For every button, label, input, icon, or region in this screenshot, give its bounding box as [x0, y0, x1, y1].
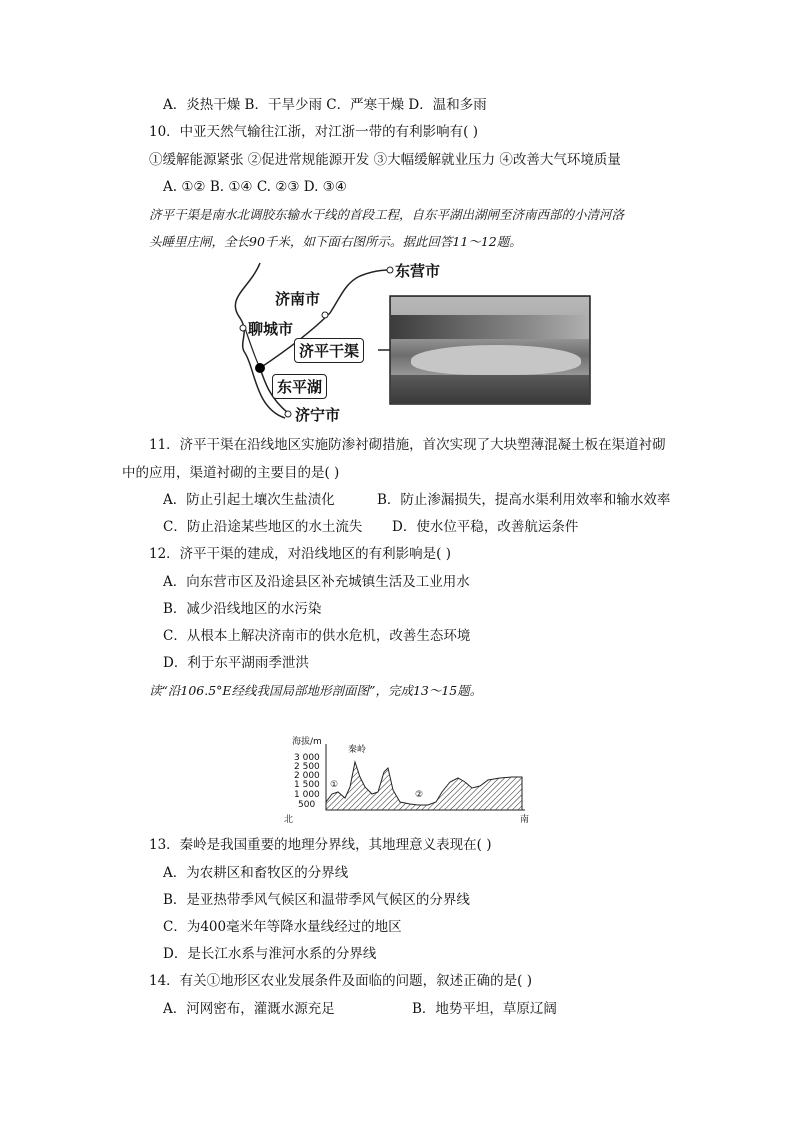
q9-options: A．炎热干燥 B．干旱少雨 C．严寒干燥 D．温和多雨	[163, 97, 487, 113]
q13-option-a: A．为农耕区和畜牧区的分界线	[163, 865, 349, 881]
q12-option-d: D．利于东平湖雨季泄洪	[163, 655, 309, 671]
q12-stem: 12．济平干渠的建成，对沿线地区的有利影响是( )	[149, 546, 452, 562]
q11-option-d: D．使水位平稳，改善航运条件	[392, 519, 579, 535]
intro-11-12-line2: 头睡里庄闸，全长90千米，如下面右图所示。据此回答11～12题。	[149, 234, 522, 249]
label-liaocheng: 聊城市	[248, 320, 294, 338]
q10-items: ①缓解能源紧张 ②促进常规能源开发 ③大幅缓解就业压力 ④改善大气环境质量	[149, 152, 621, 168]
q10-stem: 10．中亚天然气输往江浙，对江浙一带的有利影响有( )	[149, 124, 479, 140]
profile-marker-1: ①	[330, 780, 339, 790]
canal-water	[411, 345, 581, 375]
profile-ylabel: 海拔/m	[292, 737, 322, 747]
profile-south: 南	[520, 815, 530, 825]
terrain-profile	[284, 732, 535, 827]
q11-option-a: A．防止引起土壤次生盐渍化	[163, 492, 335, 508]
intro-13-15: 读“沿106.5°E经线我国局部地形剖面图”，完成13～15题。	[149, 683, 483, 698]
label-jiping-canal: 济平干渠	[294, 338, 364, 363]
label-jining: 济宁市	[295, 406, 341, 424]
canal-bank	[391, 375, 589, 403]
profile-drawing	[290, 732, 535, 827]
jiping-canal-map	[220, 258, 620, 428]
profile-marker-2: ②	[415, 790, 424, 800]
q14-option-b: B．地势平坦，草原辽阔	[412, 1001, 557, 1017]
q12-option-b: B．减少沿线地区的水污染	[163, 601, 322, 617]
profile-ytick-2000: 2 000	[294, 771, 320, 781]
q11-stem-line2: 中的应用，渠道衬砌的主要目的是( )	[122, 465, 340, 481]
profile-ytick-500: 500	[298, 800, 316, 810]
q11-stem-line1: 11．济平干渠在沿线地区实施防渗衬砌措施，首次实现了大块塑薄混凝土板在渠道衬砌	[149, 437, 666, 453]
profile-ytick-1500: 1 500	[294, 780, 320, 790]
canal-photo	[391, 297, 589, 403]
profile-ytick-2500: 2 500	[294, 762, 320, 772]
profile-peak-label: 秦岭	[348, 745, 367, 755]
profile-ytick-3000: 3 000	[294, 753, 320, 763]
label-jinan: 济南市	[275, 290, 321, 308]
q13-option-b: B．是亚热带季风气候区和温带季风气候区的分界线	[163, 892, 470, 908]
q10-options: A. ①② B. ①④ C. ②③ D. ③④	[163, 179, 347, 195]
q11-option-c: C．防止沿途某些地区的水土流失	[163, 519, 363, 535]
q14-option-a: A．河网密布，灌溉水源充足	[163, 1001, 335, 1017]
tree-line	[391, 315, 589, 339]
label-dongying: 东营市	[395, 262, 441, 280]
profile-ytick-1000: 1 000	[294, 790, 320, 800]
q14-stem: 14．有关①地形区农业发展条件及面临的问题，叙述正确的是( )	[149, 973, 533, 989]
q11-option-b: B．防止渗漏损失，提高水渠利用效率和输水效率	[377, 492, 671, 508]
q12-option-a: A．向东营市区及沿途县区补充城镇生活及工业用水	[163, 574, 470, 590]
q13-option-d: D．是长江水系与淮河水系的分界线	[163, 946, 377, 962]
profile-north: 北	[284, 815, 294, 825]
q13-option-c: C．为400毫米年等降水量线经过的地区	[163, 919, 402, 935]
q13-stem: 13．秦岭是我国重要的地理分界线，其地理意义表现在( )	[149, 837, 492, 853]
label-dongping-lake: 东平湖	[272, 374, 327, 399]
intro-11-12-line1: 济平干渠是南水北调胶东输水干线的首段工程，自东平湖出湖闸至济南西部的小清河洛	[149, 207, 625, 222]
q12-option-c: C．从根本上解决济南市的供水危机，改善生态环境	[163, 628, 471, 644]
